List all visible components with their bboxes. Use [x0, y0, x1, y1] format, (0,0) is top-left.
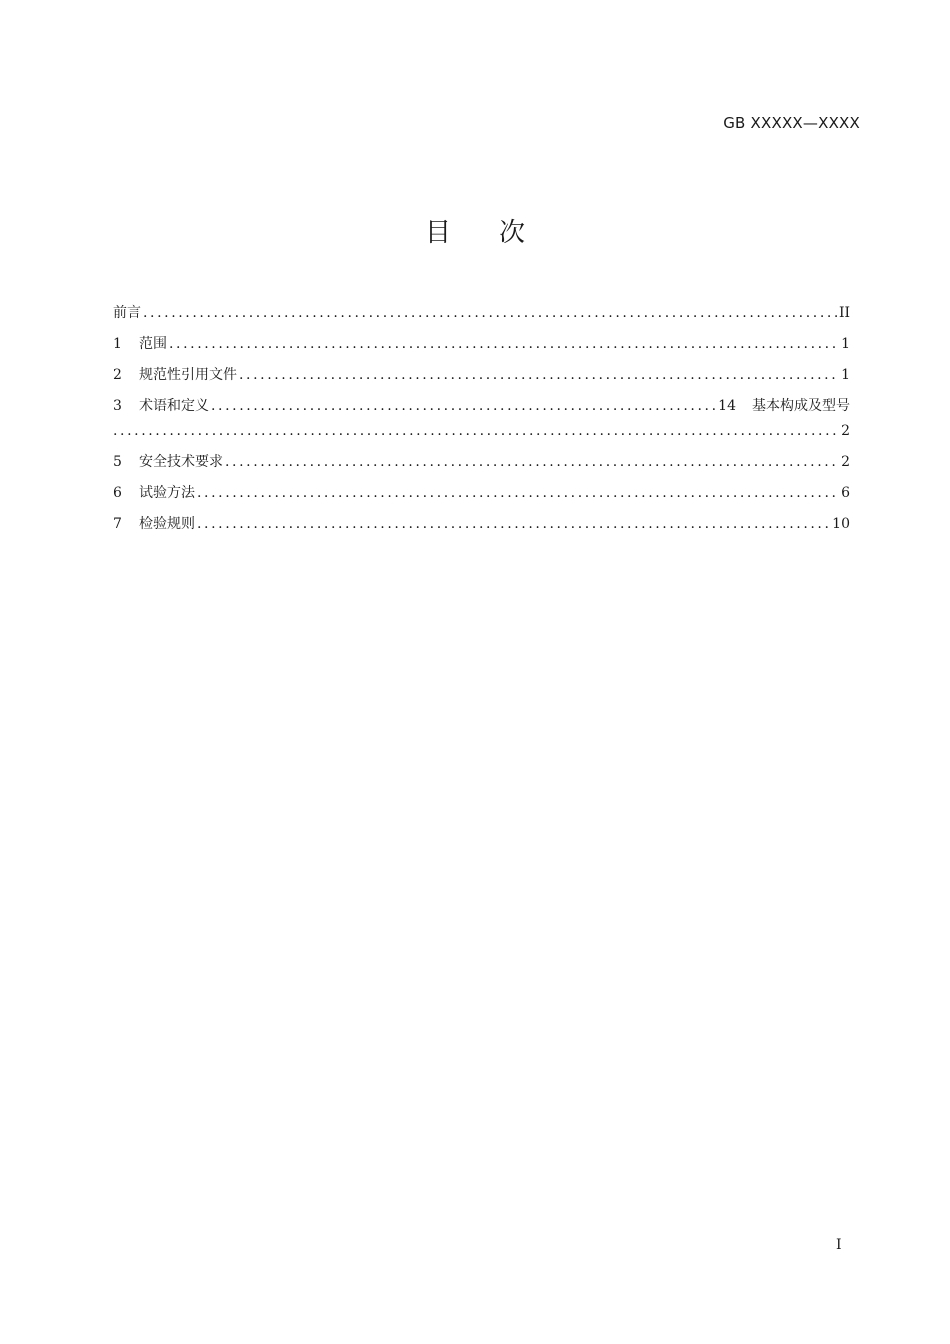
toc-entry-number: 2 [113, 367, 122, 383]
toc-entry-title: 术语和定义 [139, 398, 209, 414]
toc-entry-title: 范围 [139, 336, 167, 352]
toc-entry-continuation[interactable] [113, 422, 850, 441]
toc-entry-number: 1 [113, 336, 122, 352]
toc-leader-dots [113, 422, 839, 441]
toc-leader-dots [239, 366, 839, 385]
toc-entry-terms-definitions[interactable] [113, 397, 850, 416]
toc-entry-normative-references[interactable] [113, 366, 850, 385]
toc-entry-page: 1 [841, 367, 850, 383]
toc-leader-dots [211, 397, 716, 416]
toc-entry-page: 2 [841, 423, 850, 439]
toc-entry-number: 3 [113, 398, 122, 414]
toc-entry-page: 1 [841, 336, 850, 352]
toc-entry-page: 14 [718, 398, 736, 414]
toc-entry-scope[interactable] [113, 335, 850, 354]
toc-entry-title: 试验方法 [139, 485, 195, 501]
toc-entry-title: 前言 [113, 305, 141, 321]
toc-list [113, 304, 850, 546]
toc-entry-number: 6 [113, 485, 122, 501]
toc-entry-page: II [838, 305, 850, 321]
toc-entry-title: 规范性引用文件 [139, 367, 237, 383]
document-code: GB XXXXX—XXXX [723, 114, 860, 132]
toc-entry-page: 6 [841, 485, 850, 501]
toc-entry-title: 检验规则 [139, 516, 195, 532]
toc-entry-page: 2 [841, 454, 850, 470]
toc-entry-test-methods[interactable] [113, 484, 850, 503]
toc-entry-title: 安全技术要求 [139, 454, 223, 470]
toc-leader-dots [197, 484, 839, 503]
toc-leader-dots [169, 335, 839, 354]
toc-title: 目次 [424, 218, 573, 248]
toc-leader-dots [197, 515, 830, 534]
toc-entry-inspection-rules[interactable] [113, 515, 850, 534]
page-number: I [836, 1237, 842, 1253]
toc-leader-dots [143, 304, 837, 323]
toc-entry-safety-requirements[interactable] [113, 453, 850, 472]
toc-entry-page: 10 [832, 516, 850, 532]
toc-entry-foreword[interactable] [113, 304, 850, 323]
toc-leader-dots [225, 453, 839, 472]
toc-entry-number: 7 [113, 516, 122, 532]
toc-entry-number: 5 [113, 454, 122, 470]
toc-entry-continued-title: 基本构成及型号 [752, 398, 850, 414]
